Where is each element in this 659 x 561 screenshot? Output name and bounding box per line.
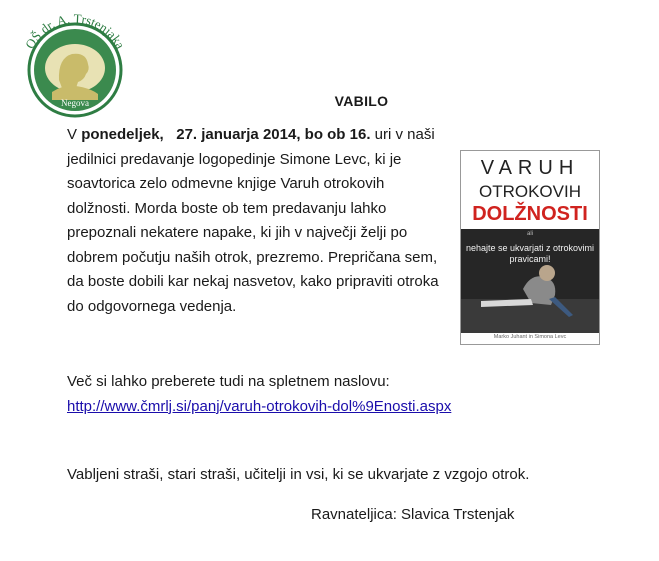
logo-location: Negova <box>61 98 89 108</box>
invitation-details: uri v naši jedilnici predavanje logopedinje Simone Levc, ki je soavtorica zelo odmevne knjige Varuh otrokovih dolžnosti. Morda boste ob tem predavanju lahko prepoznali nekatere napake, ki jih v največji želji po dobrem počutju naših otrok, prezremo. Prepričana sem, da boste dobili kar nekaj nasvetov, kako pripraviti otroka do odgovornega vedenja. <box>67 126 439 315</box>
invitation-paragraph <box>67 123 451 319</box>
invitation-word-v: V <box>67 126 78 143</box>
signature: Ravnateljica: Slavica Trstenjak <box>311 506 515 523</box>
more-info <box>67 370 451 419</box>
book-subtitle: nehajte se ukvarjati z otrokovimi pravicami! <box>465 243 595 264</box>
book-title-line1: VARUH <box>480 157 580 179</box>
invitation-date-time: 27. januarja 2014, bo ob 16. <box>176 126 371 143</box>
book-title-line3: DOLŽNOSTI <box>472 203 588 225</box>
book-title-line2: OTROKOVIH <box>478 182 581 201</box>
more-info-text: Več si lahko preberete tudi na spletnem naslovu: <box>67 373 390 390</box>
logo-school-name: OŠ dr. A. Trstenjaka <box>22 10 129 52</box>
book-cover <box>460 150 600 345</box>
closing-text: Vabljeni straši, stari straši, učitelji in vsi, ki se ukvarjate z vzgojo otrok. <box>67 466 530 483</box>
more-info-link[interactable]: http://www.čmrlj.si/panj/varuh-otrokovih-dol%9Enosti.aspx <box>67 397 452 415</box>
book-authors: Marko Juhant in Simona Levc <box>493 334 567 340</box>
book-subtitle-lead: ali <box>526 231 533 237</box>
page-title: VABILO <box>334 93 389 109</box>
invitation-day: ponedeljek, <box>81 126 164 143</box>
